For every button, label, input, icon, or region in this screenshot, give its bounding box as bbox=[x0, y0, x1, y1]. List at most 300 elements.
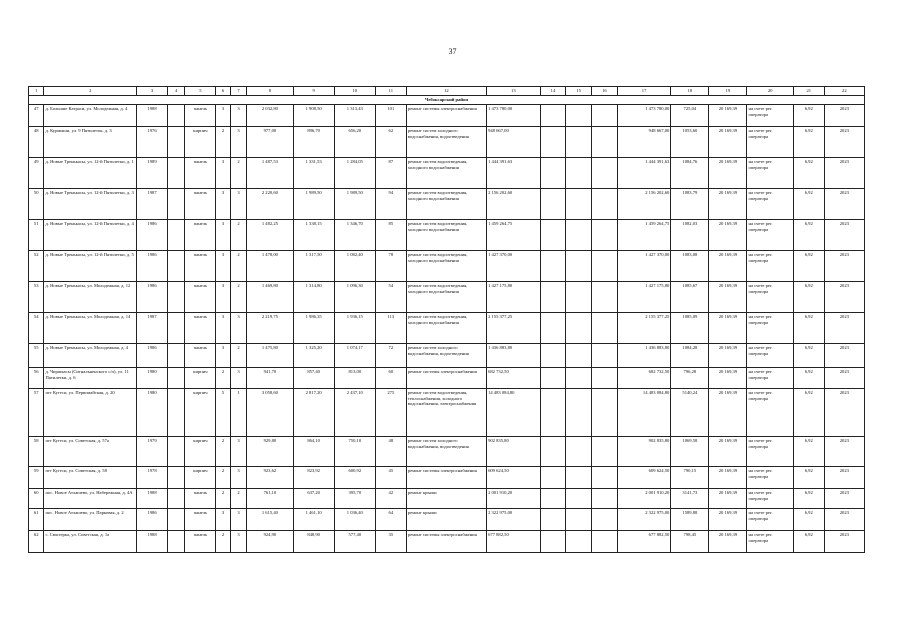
column-header: 14 bbox=[540, 87, 566, 96]
cell-work: ремонт систем холодного водоснабжения, водоотведения bbox=[406, 127, 486, 158]
table-row bbox=[29, 105, 865, 127]
cell-c4 bbox=[167, 368, 185, 389]
cell-c15 bbox=[566, 158, 592, 189]
cell-method: на счете рег. оператора bbox=[747, 509, 793, 531]
column-header: 7 bbox=[230, 87, 246, 96]
cell-c14 bbox=[540, 509, 566, 531]
cell-material: панель bbox=[185, 531, 216, 553]
cell-cost-own: 1 459 264,75 bbox=[617, 220, 671, 251]
cell-c14 bbox=[540, 105, 566, 127]
cell-work: ремонт систем водоотведения, холодного водоснабжения bbox=[406, 313, 486, 344]
cell-c14 bbox=[540, 189, 566, 220]
cell-material: панель bbox=[185, 509, 216, 531]
cell-year: 1978 bbox=[137, 467, 168, 489]
cell-cost-own: 902 835,80 bbox=[617, 437, 671, 467]
cell-floors: 2 bbox=[216, 531, 230, 553]
cell-total-area: 1 615,40 bbox=[247, 509, 293, 531]
cell-tariff: 6,92 bbox=[793, 220, 824, 251]
cell-no: 55 bbox=[29, 344, 44, 368]
cell-entrances: 2 bbox=[230, 251, 246, 282]
cell-floors: 3 bbox=[216, 105, 230, 127]
cell-end-year: 2023 bbox=[824, 127, 864, 158]
column-header: 2 bbox=[44, 87, 137, 96]
column-header: 17 bbox=[617, 87, 671, 96]
cell-address: д. Новые Тренькасы, ул. 12-й Пятилетки, д. 3 bbox=[44, 189, 137, 220]
cell-material: панель bbox=[185, 189, 216, 220]
cell-year: 1986 bbox=[137, 251, 168, 282]
cell-floors: 3 bbox=[216, 344, 230, 368]
cell-year: 1986 bbox=[137, 344, 168, 368]
table-row bbox=[29, 344, 865, 368]
cell-residents: 72 bbox=[375, 344, 406, 368]
table-row bbox=[29, 467, 865, 489]
column-header: 22 bbox=[824, 87, 864, 96]
cell-max-cost: 20 169,39 bbox=[709, 467, 747, 489]
cell-c16 bbox=[592, 489, 618, 509]
cell-material: панель bbox=[185, 220, 216, 251]
cell-work: ремонт системы электроснабжения bbox=[406, 467, 486, 489]
cell-area-b: 2 817,20 bbox=[293, 389, 334, 437]
cell-year: 1979 bbox=[137, 437, 168, 467]
cell-area-c: 600,92 bbox=[334, 467, 375, 489]
cell-work: ремонт систем холодного водоснабжения, водоотведения bbox=[406, 344, 486, 368]
cell-address: д. Новые Тренькасы, ул. 12-й Пятилетки, д. 4 bbox=[44, 220, 137, 251]
cell-c16 bbox=[592, 251, 618, 282]
cell-year: 1988 bbox=[137, 105, 168, 127]
cell-method: на счете рег. оператора bbox=[747, 158, 793, 189]
cell-address: д. Чиршкасы (Сигнальненского с/п), ул. 11 Пятилетки, д. 6 bbox=[44, 368, 137, 389]
column-header: 1 bbox=[29, 87, 44, 96]
cell-c15 bbox=[566, 189, 592, 220]
capital-repair-table bbox=[28, 86, 865, 553]
cell-cost-own: 1 427 370,00 bbox=[617, 251, 671, 282]
column-header: 19 bbox=[709, 87, 747, 96]
cell-tariff: 6,92 bbox=[793, 282, 824, 313]
cell-method: на счете рег. оператора bbox=[747, 313, 793, 344]
cell-year: 1986 bbox=[137, 282, 168, 313]
cell-work: ремонт крыши bbox=[406, 509, 486, 531]
cell-cost-own: 1 436 883,80 bbox=[617, 344, 671, 368]
column-header: 6 bbox=[216, 87, 230, 96]
cell-no: 53 bbox=[29, 282, 44, 313]
cell-tariff: 6,92 bbox=[793, 313, 824, 344]
cell-entrances: 3 bbox=[230, 189, 246, 220]
cell-cost-own: 1 427 175,80 bbox=[617, 282, 671, 313]
cell-area-b: 637,20 bbox=[293, 489, 334, 509]
cell-c16 bbox=[592, 437, 618, 467]
cell-no: 48 bbox=[29, 127, 44, 158]
cell-area-c: 395,70 bbox=[334, 489, 375, 509]
cell-c16 bbox=[592, 531, 618, 553]
cell-unit-cost: 796,28 bbox=[671, 368, 709, 389]
cell-area-c: 750,10 bbox=[334, 437, 375, 467]
cell-c14 bbox=[540, 220, 566, 251]
cell-material: панель bbox=[185, 158, 216, 189]
cell-work: ремонт системы электроснабжения bbox=[406, 368, 486, 389]
cell-end-year: 2023 bbox=[824, 158, 864, 189]
cell-no: 50 bbox=[29, 189, 44, 220]
cell-cost-total: 1 444 391,63 bbox=[487, 158, 541, 189]
cell-area-b: 1 908,50 bbox=[293, 105, 334, 127]
cell-work: ремонт системы электроснабжения bbox=[406, 531, 486, 553]
column-header: 5 bbox=[185, 87, 216, 96]
cell-unit-cost: 1083,08 bbox=[671, 251, 709, 282]
cell-area-c: 1 036,40 bbox=[334, 509, 375, 531]
cell-max-cost: 20 169,39 bbox=[709, 509, 747, 531]
cell-work: ремонт крыши bbox=[406, 489, 486, 509]
cell-residents: 101 bbox=[375, 105, 406, 127]
cell-work: ремонт систем водоотведения, холодного водоснабжения bbox=[406, 282, 486, 313]
cell-c16 bbox=[592, 344, 618, 368]
cell-year: 1976 bbox=[137, 127, 168, 158]
cell-year: 1988 bbox=[137, 489, 168, 509]
cell-end-year: 2023 bbox=[824, 368, 864, 389]
cell-residents: 113 bbox=[375, 313, 406, 344]
cell-area-b: 823,92 bbox=[293, 467, 334, 489]
cell-unit-cost: 1069,58 bbox=[671, 437, 709, 467]
cell-c4 bbox=[167, 437, 185, 467]
cell-c15 bbox=[566, 531, 592, 553]
cell-area-c: 813,00 bbox=[334, 368, 375, 389]
cell-end-year: 2023 bbox=[824, 509, 864, 531]
cell-method: на счете рег. оператора bbox=[747, 467, 793, 489]
cell-no: 52 bbox=[29, 251, 44, 282]
cell-tariff: 6,92 bbox=[793, 467, 824, 489]
page-number: 37 bbox=[448, 47, 457, 56]
cell-area-c: 656,20 bbox=[334, 127, 375, 158]
cell-max-cost: 20 169,39 bbox=[709, 437, 747, 467]
cell-cost-own: 2 322 975,00 bbox=[617, 509, 671, 531]
cell-end-year: 2023 bbox=[824, 189, 864, 220]
cell-year: 1989 bbox=[137, 158, 168, 189]
cell-unit-cost: 798,45 bbox=[671, 531, 709, 553]
cell-cost-total: 1 473 780,00 bbox=[487, 105, 541, 127]
cell-residents: 60 bbox=[375, 368, 406, 389]
cell-c4 bbox=[167, 189, 185, 220]
cell-no: 47 bbox=[29, 105, 44, 127]
cell-end-year: 2023 bbox=[824, 282, 864, 313]
cell-cost-total: 2 001 910,20 bbox=[487, 489, 541, 509]
cell-max-cost: 20 169,39 bbox=[709, 313, 747, 344]
cell-cost-total: 14 483 084,80 bbox=[487, 389, 541, 437]
column-header: 10 bbox=[334, 87, 375, 96]
cell-year: 1986 bbox=[137, 509, 168, 531]
cell-area-c: 1 284,05 bbox=[334, 158, 375, 189]
cell-area-b: 864,10 bbox=[293, 437, 334, 467]
cell-end-year: 2023 bbox=[824, 251, 864, 282]
cell-no: 54 bbox=[29, 313, 44, 344]
cell-material: панель bbox=[185, 251, 216, 282]
cell-tariff: 6,92 bbox=[793, 437, 824, 467]
cell-unit-cost: 725,04 bbox=[671, 105, 709, 127]
cell-unit-cost: 3141,73 bbox=[671, 489, 709, 509]
cell-c14 bbox=[540, 127, 566, 158]
cell-c14 bbox=[540, 313, 566, 344]
cell-method: на счете рег. оператора bbox=[747, 368, 793, 389]
cell-total-area: 1 469,80 bbox=[247, 282, 293, 313]
cell-method: на счете рег. оператора bbox=[747, 489, 793, 509]
table-row bbox=[29, 389, 865, 437]
cell-end-year: 2023 bbox=[824, 389, 864, 437]
cell-cost-own: 1 473 780,00 bbox=[617, 105, 671, 127]
cell-entrances: 2 bbox=[230, 489, 246, 509]
cell-end-year: 2023 bbox=[824, 313, 864, 344]
cell-work: ремонт систем водоотведения, холодного водоснабжения bbox=[406, 220, 486, 251]
cell-end-year: 2023 bbox=[824, 467, 864, 489]
cell-entrances: 3 bbox=[230, 437, 246, 467]
cell-tariff: 6,92 bbox=[793, 489, 824, 509]
cell-floors: 3 bbox=[216, 251, 230, 282]
cell-floors: 5 bbox=[216, 389, 230, 437]
cell-c16 bbox=[592, 189, 618, 220]
cell-entrances: 3 bbox=[230, 467, 246, 489]
cell-c14 bbox=[540, 489, 566, 509]
cell-c15 bbox=[566, 437, 592, 467]
cell-c16 bbox=[592, 282, 618, 313]
cell-floors: 3 bbox=[216, 158, 230, 189]
cell-address: д. Большие Катраси, ул. Молодежная, д. 4 bbox=[44, 105, 137, 127]
cell-address: пос. Новое Атлашево, ул. Набережная, д. 4А bbox=[44, 489, 137, 509]
cell-residents: 87 bbox=[375, 158, 406, 189]
cell-c14 bbox=[540, 282, 566, 313]
cell-material: панель bbox=[185, 313, 216, 344]
cell-method: на счете рег. оператора bbox=[747, 105, 793, 127]
cell-end-year: 2023 bbox=[824, 437, 864, 467]
cell-year: 1986 bbox=[137, 220, 168, 251]
cell-area-c: 2 437,10 bbox=[334, 389, 375, 437]
cell-c4 bbox=[167, 127, 185, 158]
cell-method: на счете рег. оператора bbox=[747, 344, 793, 368]
column-header: 18 bbox=[671, 87, 709, 96]
column-header: 8 bbox=[247, 87, 293, 96]
cell-area-c: 1 096,30 bbox=[334, 282, 375, 313]
cell-c14 bbox=[540, 251, 566, 282]
cell-material: кирпич bbox=[185, 127, 216, 158]
cell-work: ремонт систем водоотведения, холодного водоснабжения bbox=[406, 158, 486, 189]
cell-area-b: 1 317,50 bbox=[293, 251, 334, 282]
cell-residents: 78 bbox=[375, 251, 406, 282]
cell-c15 bbox=[566, 251, 592, 282]
cell-entrances: 2 bbox=[230, 158, 246, 189]
cell-c4 bbox=[167, 282, 185, 313]
cell-area-b: 1 461,10 bbox=[293, 509, 334, 531]
cell-c14 bbox=[540, 368, 566, 389]
table-row bbox=[29, 509, 865, 531]
cell-entrances: 3 bbox=[230, 368, 246, 389]
cell-residents: 94 bbox=[375, 189, 406, 220]
cell-cost-own: 2 156 202,60 bbox=[617, 189, 671, 220]
cell-material: панель bbox=[185, 282, 216, 313]
cell-year: 1980 bbox=[137, 389, 168, 437]
cell-total-area: 923,62 bbox=[247, 467, 293, 489]
table-row bbox=[29, 437, 865, 467]
cell-address: пос. Новое Атлашево, ул. Парковая, д. 2 bbox=[44, 509, 137, 531]
cell-method: на счете рег. оператора bbox=[747, 437, 793, 467]
cell-cost-own: 948 667,00 bbox=[617, 127, 671, 158]
cell-total-area: 977,00 bbox=[247, 127, 293, 158]
cell-area-b: 1 338,15 bbox=[293, 220, 334, 251]
cell-cost-total: 609 624,50 bbox=[487, 467, 541, 489]
cell-entrances: 3 bbox=[230, 531, 246, 553]
cell-c16 bbox=[592, 313, 618, 344]
cell-c16 bbox=[592, 509, 618, 531]
cell-tariff: 6,92 bbox=[793, 531, 824, 553]
cell-total-area: 2 219,75 bbox=[247, 313, 293, 344]
column-header: 15 bbox=[566, 87, 592, 96]
column-header: 13 bbox=[487, 87, 541, 96]
cell-unit-cost: 1085,09 bbox=[671, 313, 709, 344]
cell-method: на счете рег. оператора bbox=[747, 251, 793, 282]
cell-residents: 54 bbox=[375, 282, 406, 313]
cell-no: 57 bbox=[29, 389, 44, 437]
cell-c16 bbox=[592, 105, 618, 127]
column-header: 4 bbox=[167, 87, 185, 96]
cell-max-cost: 20 169,39 bbox=[709, 344, 747, 368]
cell-c4 bbox=[167, 220, 185, 251]
cell-c4 bbox=[167, 344, 185, 368]
cell-address: д. Новые Тренькасы, ул. Молодежная, д. 12 bbox=[44, 282, 137, 313]
cell-c14 bbox=[540, 467, 566, 489]
cell-cost-own: 677 882,50 bbox=[617, 531, 671, 553]
cell-tariff: 6,92 bbox=[793, 251, 824, 282]
cell-end-year: 2023 bbox=[824, 220, 864, 251]
cell-max-cost: 20 169,39 bbox=[709, 189, 747, 220]
cell-unit-cost: 790,15 bbox=[671, 467, 709, 489]
cell-end-year: 2023 bbox=[824, 489, 864, 509]
cell-c15 bbox=[566, 368, 592, 389]
cell-year: 1987 bbox=[137, 313, 168, 344]
cell-unit-cost: 1084,76 bbox=[671, 158, 709, 189]
cell-cost-total: 1 436 883,80 bbox=[487, 344, 541, 368]
cell-c16 bbox=[592, 158, 618, 189]
table-row bbox=[29, 489, 865, 509]
cell-total-area: 1 478,00 bbox=[247, 251, 293, 282]
cell-c16 bbox=[592, 220, 618, 251]
table-row bbox=[29, 127, 865, 158]
cell-no: 58 bbox=[29, 437, 44, 467]
cell-tariff: 6,92 bbox=[793, 368, 824, 389]
cell-cost-total: 2 155 377,25 bbox=[487, 313, 541, 344]
column-header: 16 bbox=[592, 87, 618, 96]
cell-no: 61 bbox=[29, 509, 44, 531]
cell-area-c: 1 082,40 bbox=[334, 251, 375, 282]
cell-cost-own: 1 444 391,63 bbox=[617, 158, 671, 189]
cell-unit-cost: 1083,79 bbox=[671, 189, 709, 220]
cell-floors: 3 bbox=[216, 313, 230, 344]
cell-area-c: 1 313,43 bbox=[334, 105, 375, 127]
column-header: 9 bbox=[293, 87, 334, 96]
cell-work: ремонт систем водоотведения, холодного водоснабжения bbox=[406, 189, 486, 220]
cell-entrances: 3 bbox=[230, 127, 246, 158]
cell-floors: 3 bbox=[216, 189, 230, 220]
column-header: 20 bbox=[747, 87, 793, 96]
table-row bbox=[29, 158, 865, 189]
cell-c15 bbox=[566, 344, 592, 368]
cell-cost-own: 609 624,50 bbox=[617, 467, 671, 489]
cell-cost-total: 2 156 202,60 bbox=[487, 189, 541, 220]
cell-residents: 62 bbox=[375, 127, 406, 158]
cell-area-c: 1 989,50 bbox=[334, 189, 375, 220]
cell-residents: 64 bbox=[375, 509, 406, 531]
cell-tariff: 6,92 bbox=[793, 158, 824, 189]
cell-c4 bbox=[167, 389, 185, 437]
cell-max-cost: 20 169,39 bbox=[709, 127, 747, 158]
cell-address: д. Новые Тренькасы, ул. Молодежная, д. 4 bbox=[44, 344, 137, 368]
cell-c14 bbox=[540, 531, 566, 553]
cell-entrances: 2 bbox=[230, 282, 246, 313]
cell-c4 bbox=[167, 313, 185, 344]
cell-end-year: 2023 bbox=[824, 344, 864, 368]
cell-cost-own: 14 483 084,80 bbox=[617, 389, 671, 437]
cell-material: кирпич bbox=[185, 389, 216, 437]
cell-area-b: 896,70 bbox=[293, 127, 334, 158]
table-row bbox=[29, 313, 865, 344]
cell-material: панель bbox=[185, 489, 216, 509]
cell-address: пгт Кугеси, ул. Советская, д. 57а bbox=[44, 437, 137, 467]
cell-material: кирпич bbox=[185, 368, 216, 389]
cell-unit-cost: 1053,60 bbox=[671, 127, 709, 158]
cell-address: д. Новые Тренькасы, ул. 12-й Пятилетки, д. 1 bbox=[44, 158, 137, 189]
cell-method: на счете рег. оператора bbox=[747, 220, 793, 251]
cell-work: ремонт системы электроснабжения bbox=[406, 105, 486, 127]
cell-address: д. Курмыши, ул. 9 Пятилеток, д. 3 bbox=[44, 127, 137, 158]
cell-residents: 45 bbox=[375, 467, 406, 489]
cell-c4 bbox=[167, 251, 185, 282]
cell-tariff: 6,92 bbox=[793, 389, 824, 437]
cell-cost-total: 1 427 175,80 bbox=[487, 282, 541, 313]
cell-c16 bbox=[592, 368, 618, 389]
cell-no: 62 bbox=[29, 531, 44, 553]
cell-area-b: 1 314,80 bbox=[293, 282, 334, 313]
cell-c4 bbox=[167, 105, 185, 127]
cell-total-area: 2 032,80 bbox=[247, 105, 293, 127]
cell-year: 1987 bbox=[137, 189, 168, 220]
cell-total-area: 941,70 bbox=[247, 368, 293, 389]
cell-unit-cost: 1589,88 bbox=[671, 509, 709, 531]
cell-max-cost: 20 169,39 bbox=[709, 368, 747, 389]
column-header: 11 bbox=[375, 87, 406, 96]
cell-c14 bbox=[540, 437, 566, 467]
column-number-row bbox=[29, 87, 865, 96]
cell-floors: 3 bbox=[216, 509, 230, 531]
table-row bbox=[29, 220, 865, 251]
cell-max-cost: 20 169,39 bbox=[709, 105, 747, 127]
cell-area-c: 1 936,15 bbox=[334, 313, 375, 344]
cell-c4 bbox=[167, 509, 185, 531]
cell-c16 bbox=[592, 467, 618, 489]
cell-cost-own: 682 732,50 bbox=[617, 368, 671, 389]
cell-area-b: 1 986,35 bbox=[293, 313, 334, 344]
cell-total-area: 761,10 bbox=[247, 489, 293, 509]
table-row bbox=[29, 251, 865, 282]
cell-area-b: 857,40 bbox=[293, 368, 334, 389]
table-row bbox=[29, 368, 865, 389]
cell-address: д. Новые Тренькасы, ул. Молодежная, д. 14 bbox=[44, 313, 137, 344]
cell-no: 49 bbox=[29, 158, 44, 189]
cell-c4 bbox=[167, 531, 185, 553]
cell-method: на счете рег. оператора bbox=[747, 389, 793, 437]
cell-entrances: 3 bbox=[230, 105, 246, 127]
cell-floors: 3 bbox=[216, 220, 230, 251]
cell-c15 bbox=[566, 313, 592, 344]
cell-total-area: 1 482,25 bbox=[247, 220, 293, 251]
cell-c15 bbox=[566, 127, 592, 158]
cell-no: 60 bbox=[29, 489, 44, 509]
cell-no: 51 bbox=[29, 220, 44, 251]
cell-total-area: 2 220,60 bbox=[247, 189, 293, 220]
cell-total-area: 929,80 bbox=[247, 437, 293, 467]
cell-area-b: 1 331,53 bbox=[293, 158, 334, 189]
